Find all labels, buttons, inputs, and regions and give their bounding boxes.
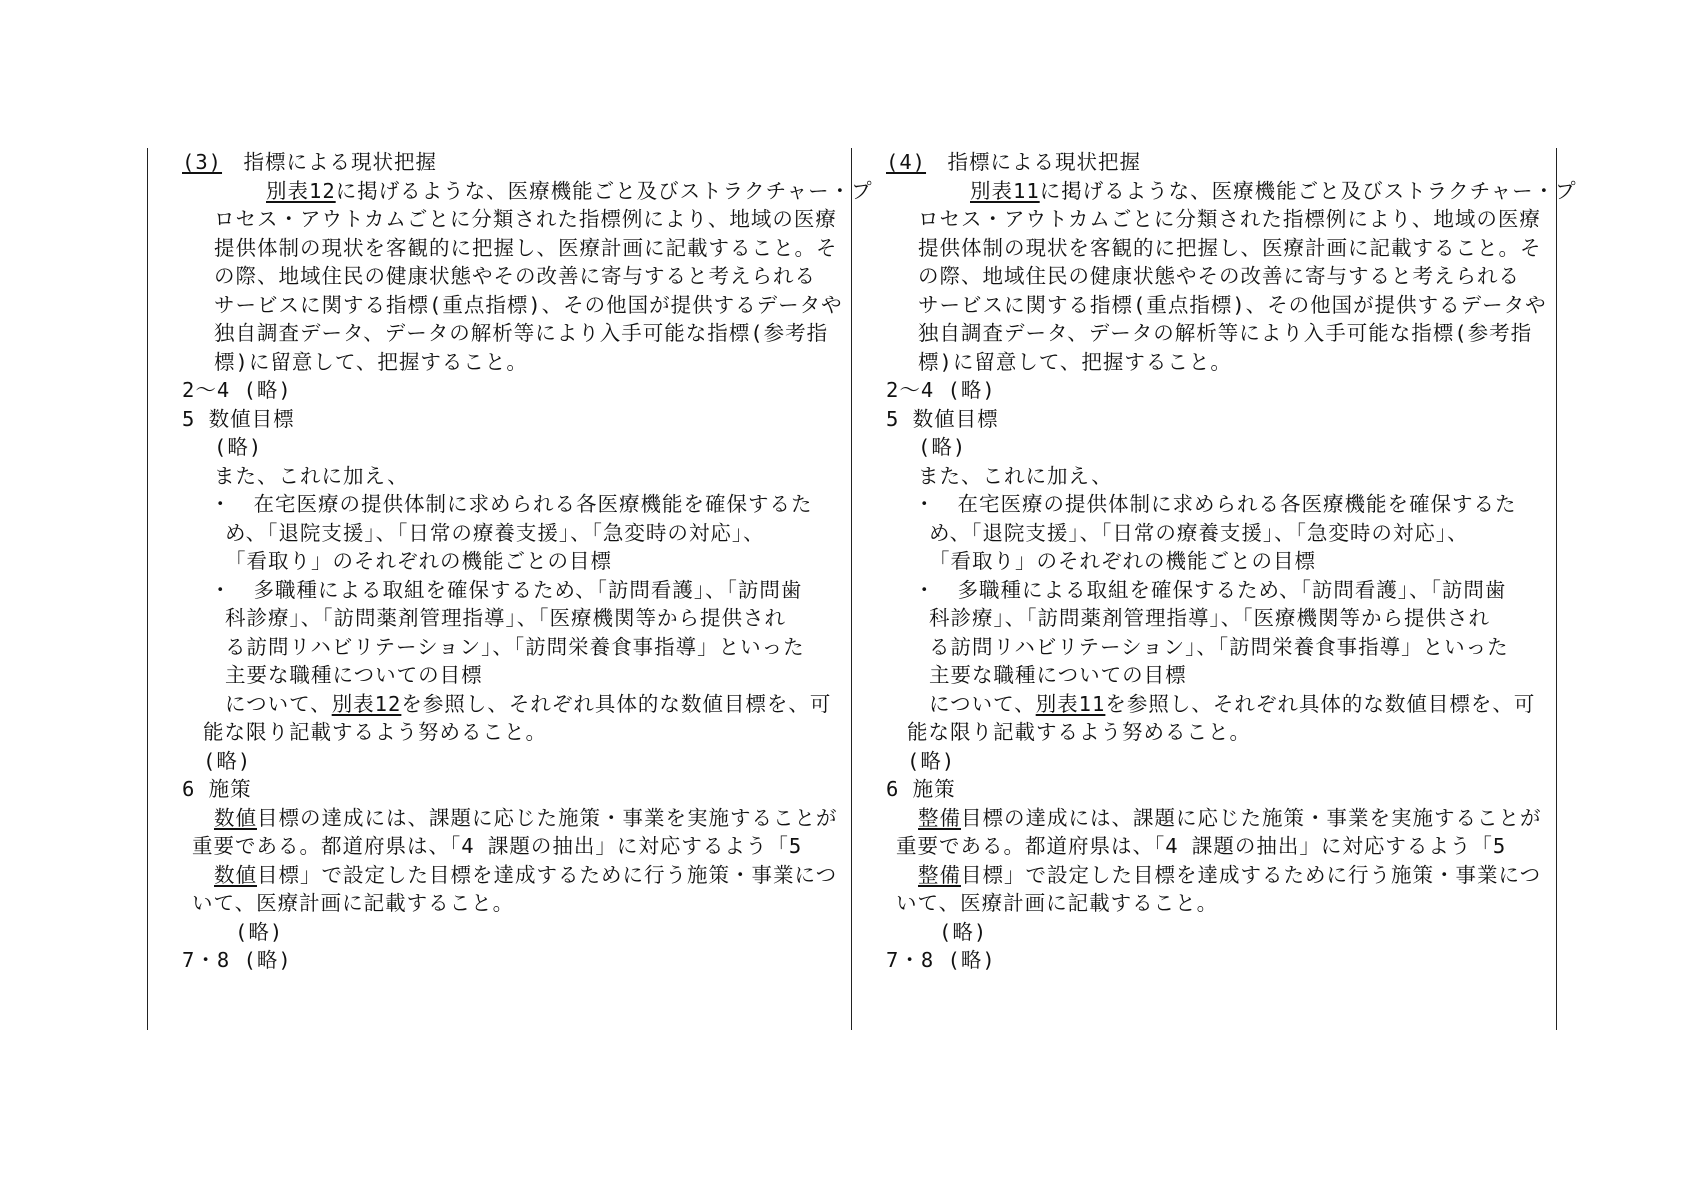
bullet-item: ・ 在宅医療の提供体制に求められる各医療機能を確保するた [210, 492, 813, 516]
paragraph-line: 独自調査データ、データの解析等により入手可能な指標(参考指 [918, 321, 1533, 345]
paragraph-line: 別表11に掲げるような、医療機能ごと及びストラクチャー・プ [970, 178, 1577, 203]
paragraph-line: 独自調査データ、データの解析等により入手可能な指標(参考指 [214, 321, 829, 345]
amended-term: 数値 [214, 805, 257, 830]
paragraph-line: サービスに関する指標(重点指標)、その他国が提供するデータや [214, 292, 843, 317]
bullet-line: 科診療」、「訪問薬剤管理指導」、「医療機関等から提供され [929, 606, 1490, 630]
paragraph-line: いて、医療計画に記載すること。 [192, 891, 515, 915]
section-number: (4) [886, 150, 927, 174]
omitted-text: (略) [203, 748, 252, 773]
omitted-items: 7・8 (略) [182, 948, 292, 972]
bullet-line: 主要な職種についての目標 [929, 663, 1187, 687]
column-divider-middle [851, 148, 852, 1030]
omitted-text: (略) [907, 748, 956, 773]
paragraph-line: 数値目標」で設定した目標を達成するために行う施策・事業につ [214, 862, 838, 887]
bullet-line: 主要な職種についての目標 [225, 663, 483, 687]
table-reference: 別表12 [266, 178, 336, 203]
section-title: 指標による現状把握 [243, 150, 438, 174]
paragraph-line: について、別表12を参照し、それぞれ具体的な数値目標を、可 [225, 691, 832, 716]
omitted-items: 2～4 (略) [182, 378, 292, 402]
omitted-text: (略) [235, 919, 284, 944]
table-reference: 別表11 [970, 178, 1040, 203]
bullet-item: ・ 多職種による取組を確保するため、「訪問看護」、「訪問歯 [210, 577, 803, 602]
paragraph-line: 整備目標の達成には、課題に応じた施策・事業を実施することが [918, 805, 1542, 830]
column-left [182, 148, 873, 975]
column-divider-left [147, 148, 148, 1030]
paragraph-line: また、これに加え、 [918, 463, 1113, 488]
paragraph-line: 提供体制の現状を客観的に把握し、医療計画に記載すること。そ [214, 235, 838, 260]
amended-term: 数値 [214, 862, 257, 887]
bullet-line: 科診療」、「訪問薬剤管理指導」、「医療機関等から提供され [225, 606, 786, 630]
paragraph-line: 能な限り記載するよう努めること。 [203, 720, 547, 744]
omitted-items: 2～4 (略) [886, 378, 996, 402]
paragraph-line: 重要である。都道府県は、「4 課題の抽出」に対応するよう「5 [896, 834, 1507, 858]
omitted-text: (略) [939, 919, 988, 944]
section-title: 指標による現状把握 [947, 150, 1142, 174]
section-6-heading: 6 施策 [182, 777, 252, 801]
paragraph-line: 標)に留意して、把握すること。 [214, 349, 528, 374]
paragraph-line: の際、地域住民の健康状態やその改善に寄与すると考えられる [214, 264, 816, 288]
paragraph-line: いて、医療計画に記載すること。 [896, 891, 1219, 915]
table-reference: 別表11 [1035, 691, 1106, 716]
omitted-text: (略) [214, 435, 263, 459]
paragraph-line: の際、地域住民の健康状態やその改善に寄与すると考えられる [918, 264, 1520, 288]
bullet-line: る訪問リハビリテーション」、「訪問栄養食事指導」といった [225, 634, 805, 659]
bullet-line: 「看取り」のそれぞれの機能ごとの目標 [929, 549, 1316, 573]
section-6-heading: 6 施策 [886, 777, 956, 801]
omitted-text: (略) [918, 435, 967, 459]
paragraph-line: 重要である。都道府県は、「4 課題の抽出」に対応するよう「5 [192, 834, 803, 858]
bullet-line: 「看取り」のそれぞれの機能ごとの目標 [225, 549, 612, 573]
column-right [886, 148, 1577, 975]
amended-term: 整備 [918, 862, 961, 887]
bullet-line: る訪問リハビリテーション」、「訪問栄養食事指導」といった [929, 634, 1509, 659]
paragraph-line: 能な限り記載するよう努めること。 [907, 720, 1251, 744]
section-number: (3) [182, 150, 223, 174]
bullet-item: ・ 在宅医療の提供体制に求められる各医療機能を確保するた [914, 492, 1517, 516]
paragraph-line: 別表12に掲げるような、医療機能ごと及びストラクチャー・プ [266, 178, 873, 203]
omitted-items: 7・8 (略) [886, 948, 996, 972]
section-5-heading: 5 数値目標 [886, 406, 999, 431]
bullet-line: め、「退院支援」、「日常の療養支援」、「急変時の対応」、 [225, 520, 765, 545]
section-3-heading [182, 148, 842, 177]
paragraph-line: 整備目標」で設定した目標を達成するために行う施策・事業につ [918, 862, 1542, 887]
paragraph-line: について、別表11を参照し、それぞれ具体的な数値目標を、可 [929, 691, 1536, 716]
paragraph-line: 標)に留意して、把握すること。 [918, 349, 1232, 374]
paragraph-line: ロセス・アウトカムごとに分類された指標例により、地域の医療 [918, 207, 1541, 231]
table-reference: 別表12 [331, 691, 402, 716]
paragraph-line: 数値目標の達成には、課題に応じた施策・事業を実施することが [214, 805, 838, 830]
paragraph-line: サービスに関する指標(重点指標)、その他国が提供するデータや [918, 292, 1547, 317]
section-5-heading: 5 数値目標 [182, 406, 295, 431]
paragraph-line: 提供体制の現状を客観的に把握し、医療計画に記載すること。そ [918, 235, 1542, 260]
section-3-heading [886, 148, 1546, 177]
amended-term: 整備 [918, 805, 961, 830]
column-divider-right [1556, 148, 1557, 1030]
bullet-line: め、「退院支援」、「日常の療養支援」、「急変時の対応」、 [929, 520, 1469, 545]
paragraph-line: また、これに加え、 [214, 463, 409, 488]
paragraph-line: ロセス・アウトカムごとに分類された指標例により、地域の医療 [214, 207, 837, 231]
bullet-item: ・ 多職種による取組を確保するため、「訪問看護」、「訪問歯 [914, 577, 1507, 602]
